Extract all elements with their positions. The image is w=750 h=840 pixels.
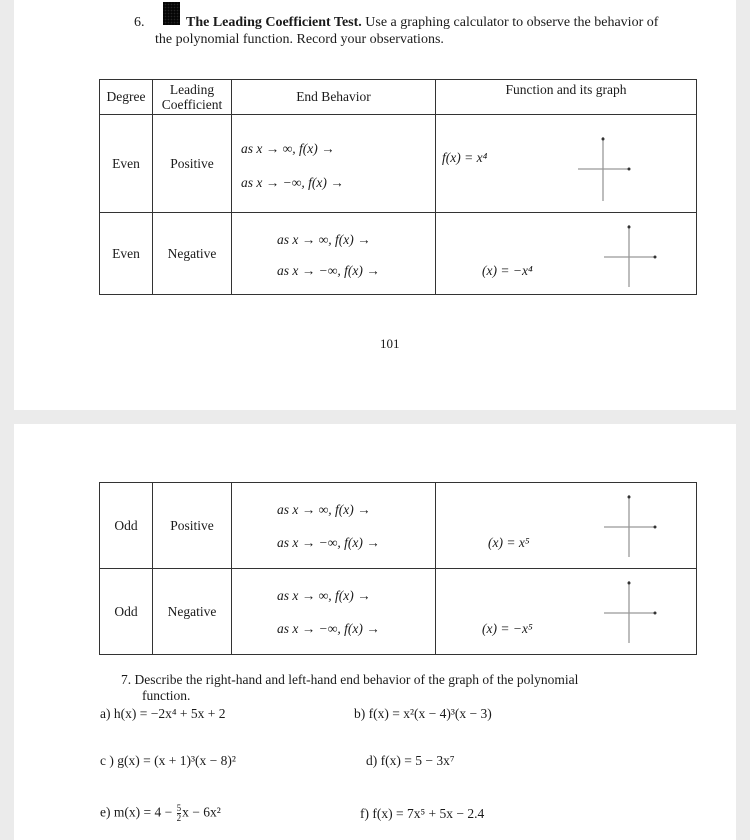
worksheet-page-1 <box>14 0 736 410</box>
row-function-graph <box>436 569 697 655</box>
axes-graph-icon <box>602 579 662 645</box>
axes-graph-icon <box>602 223 662 289</box>
function-label: (x) = −x⁵ <box>482 621 533 636</box>
table-row <box>100 483 697 569</box>
row-function-graph <box>436 115 697 213</box>
table-row <box>100 569 697 655</box>
table-row <box>100 213 697 295</box>
row-leading: Positive <box>153 115 232 213</box>
row-degree: Odd <box>100 569 153 655</box>
question-7e-suffix: x − 6x² <box>182 804 221 820</box>
leading-coefficient-table-top <box>99 79 697 295</box>
function-label: f(x) = x⁴ <box>442 150 488 165</box>
question-6-title <box>186 15 658 31</box>
end-behavior-left[interactable]: as x → −∞, f(x) → <box>241 175 344 190</box>
row-function-graph <box>436 483 697 569</box>
end-behavior-left[interactable]: as x → −∞, f(x) → <box>277 263 380 278</box>
end-behavior-right[interactable]: as x → ∞, f(x) → <box>277 588 371 603</box>
leading-coefficient-table-bottom <box>99 482 697 655</box>
question-7a: a) h(x) = −2x⁴ + 5x + 2 <box>100 706 226 721</box>
axes-graph-icon <box>602 493 662 559</box>
function-label: (x) = x⁵ <box>488 535 530 550</box>
header-leading-coefficient <box>153 80 232 115</box>
row-leading: Negative <box>153 569 232 655</box>
header-function-graph: Function and its graph <box>436 80 697 115</box>
question-7f: f) f(x) = 7x⁵ + 5x − 2.4 <box>360 806 485 821</box>
axes-graph-icon <box>576 135 636 203</box>
worksheet-page-2 <box>14 424 736 840</box>
header-degree: Degree <box>100 80 153 115</box>
row-leading: Positive <box>153 483 232 569</box>
row-degree: Even <box>100 115 153 213</box>
row-end-behavior <box>232 115 436 213</box>
header-leading-line2: Coefficient <box>161 97 223 112</box>
question-6-title-bold: The Leading Coefficient Test. <box>186 15 362 30</box>
question-6-number: 6. <box>134 15 145 30</box>
end-behavior-right[interactable]: as x → ∞, f(x) → <box>277 502 371 517</box>
question-7e <box>100 804 221 823</box>
row-leading: Negative <box>153 213 232 295</box>
question-7-line2: function. <box>142 688 191 703</box>
row-function-graph <box>436 213 697 295</box>
row-degree: Odd <box>100 483 153 569</box>
question-6-line2: the polynomial function. Record your observations. <box>155 32 444 47</box>
end-behavior-right[interactable]: as x → ∞, f(x) → <box>241 141 335 156</box>
function-label: (x) = −x⁴ <box>482 263 533 278</box>
end-behavior-left[interactable]: as x → −∞, f(x) → <box>277 535 380 550</box>
header-end-behavior: End Behavior <box>232 80 436 115</box>
table-row <box>100 115 697 213</box>
end-behavior-right[interactable]: as x → ∞, f(x) → <box>277 232 371 247</box>
fraction-numerator: 5 <box>176 803 182 813</box>
question-7c: c ) g(x) = (x + 1)³(x − 8)² <box>100 753 236 768</box>
table-header-row <box>100 80 697 115</box>
question-7d: d) f(x) = 5 − 3x⁷ <box>366 753 455 768</box>
page-number: 101 <box>380 336 400 351</box>
row-end-behavior <box>232 569 436 655</box>
fraction <box>177 804 182 823</box>
header-leading-line1: Leading <box>169 82 215 97</box>
row-end-behavior <box>232 213 436 295</box>
row-degree: Even <box>100 213 153 295</box>
question-7e-prefix: e) m(x) = 4 − <box>100 804 173 820</box>
end-behavior-left[interactable]: as x → −∞, f(x) → <box>277 621 380 636</box>
calculator-icon <box>163 2 180 25</box>
fraction-denominator: 2 <box>176 813 182 823</box>
question-6-title-rest: Use a graphing calculator to observe the behavior of <box>361 15 659 30</box>
question-7-line1: 7. Describe the right-hand and left-hand end behavior of the graph of the polynomial <box>121 672 579 687</box>
question-7b: b) f(x) = x²(x − 4)³(x − 3) <box>354 706 492 721</box>
row-end-behavior <box>232 483 436 569</box>
